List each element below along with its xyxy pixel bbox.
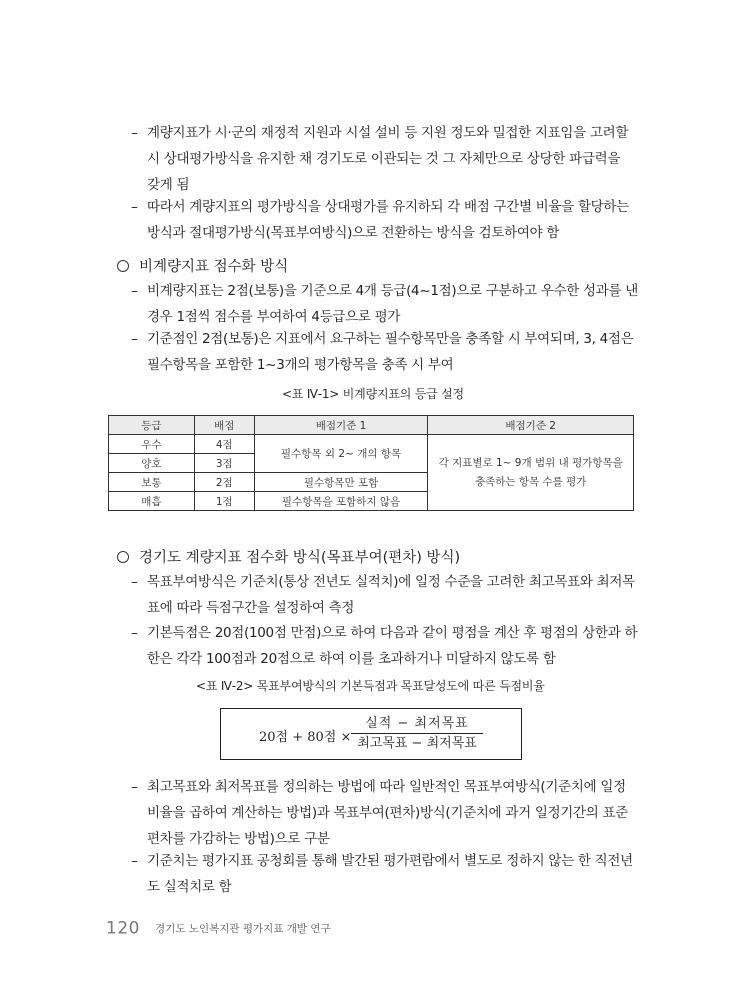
bullet-item	[131, 326, 633, 378]
table-header-cell: 배점기준 2	[428, 416, 634, 435]
text-line: 표에 따라 득점구간을 설정하여 측정	[147, 600, 355, 616]
text-line: 경우 1점씩 점수를 부여하여 4등급으로 평가	[147, 309, 401, 325]
grade-cell: 우수	[109, 435, 195, 454]
text-line: 비계량지표는 2점(보통)을 기준으로 4개 등급(4~1점)으로 구분하고 우수한 성과를 낸	[147, 283, 638, 299]
formula-caption: <표 Ⅳ-2> 목표부여방식의 기본득점과 목표달성도에 따른 득점비율	[196, 679, 545, 693]
grade-cell: 매흡	[109, 492, 195, 511]
formula-denominator: 최고목표 − 최저목표	[357, 736, 477, 751]
bullet-item	[131, 278, 638, 330]
section-heading	[117, 255, 288, 279]
text-line: 따라서 계량지표의 평가방식을 상대평가를 유지하되 각 배점 구간별 비율을 할당하는	[147, 199, 629, 215]
table-header-cell: 등급	[109, 416, 195, 435]
bullet-item	[131, 569, 635, 621]
footer-title: 경기도 노인복지관 평가지표 개발 연구	[155, 923, 331, 935]
grade-cell: 보통	[109, 473, 195, 492]
text-line: 필수항목을 포함한 1~3개의 평가항목을 충족 시 부여	[147, 357, 454, 373]
page-number: 120	[106, 918, 140, 939]
text-line: 계량지표가 시·군의 재정적 지원과 시설 설비 등 지원 정도와 밀접한 지표임을 고려할	[147, 125, 629, 141]
score-cell: 3점	[194, 454, 254, 473]
text-line: 편차를 가감하는 방법)으로 구분	[147, 831, 330, 847]
dash-marker: –	[131, 779, 138, 795]
fraction-bar	[351, 733, 483, 734]
page-footer	[106, 918, 331, 939]
dash-marker: –	[131, 125, 138, 141]
table-header-cell: 배점기준 1	[254, 416, 428, 435]
bullet-item	[131, 620, 637, 672]
table-header-cell: 배점	[194, 416, 254, 435]
section-heading-text: 경기도 계량지표 점수화 방식(목표부여(편차) 방식)	[139, 550, 461, 566]
formula-numerator: 실적 − 최저목표	[365, 716, 469, 731]
grade-table	[108, 415, 634, 511]
bullet-item	[131, 194, 629, 246]
dash-marker: –	[131, 331, 138, 347]
text-line: 방식과 절대평가방식(목표부여방식)으로 전환하는 방식을 검토하여야 함	[147, 225, 560, 241]
dash-marker: –	[131, 199, 138, 215]
dash-marker: –	[131, 574, 138, 590]
score-cell: 2점	[194, 473, 254, 492]
circle-bullet-icon	[117, 551, 129, 563]
criteria1-cell: 필수항목을 포함하지 않음	[254, 492, 428, 511]
score-cell: 4점	[194, 435, 254, 454]
dash-marker: –	[131, 853, 138, 869]
bullet-item	[131, 774, 628, 852]
text-line: 목표부여방식은 기준치(통상 전년도 실적치)에 일정 수준을 고려한 최고목표와 최저목	[147, 574, 635, 590]
circle-bullet-icon	[117, 260, 129, 272]
section-heading-text: 비계량지표 점수화 방식	[139, 259, 289, 275]
table-row	[109, 435, 634, 454]
text-line: 비율을 곱하여 계산하는 방법)과 목표부여(편차)방식(기준치에 과거 일정기간의 표준	[147, 805, 628, 821]
formula-box	[220, 708, 522, 760]
criteria2-cell	[428, 435, 634, 511]
text-line: 기준점인 2점(보통)은 지표에서 요구하는 필수항목만을 충족할 시 부여되며, 3, 4점은	[147, 331, 634, 347]
criteria2-line: 각 지표별로 1~ 9개 범위 내 평가항목을	[438, 456, 623, 469]
score-cell: 1점	[194, 492, 254, 511]
criteria1-cell: 필수항목 외 2~ 개의 항목	[254, 435, 428, 473]
dash-marker: –	[131, 283, 138, 299]
text-line: 한은 각각 100점과 20점으로 하여 이를 초과하거나 미달하지 않도록 함	[147, 651, 556, 667]
criteria1-cell: 필수항목만 포함	[254, 473, 428, 492]
bullet-item	[131, 848, 633, 900]
text-line: 최고목표와 최저목표를 정의하는 방법에 따라 일반적인 목표부여방식(기준치에 일정	[147, 779, 626, 795]
dash-marker: –	[131, 625, 138, 641]
table-caption: <표 Ⅳ-1> 비계량지표의 등급 설정	[282, 387, 464, 401]
section-heading	[117, 546, 460, 570]
text-line: 시 상대평가방식을 유지한 채 경기도로 이관되는 것 그 자체만으로 상당한 파급력을	[147, 151, 621, 167]
criteria2-line: 충족하는 항목 수를 평가	[474, 475, 587, 488]
text-line: 갖게 됨	[147, 177, 190, 193]
text-line: 도 실적치로 함	[147, 879, 232, 895]
grade-cell: 양호	[109, 454, 195, 473]
text-line: 기준치는 평가지표 공청회를 통해 발간된 평가편람에서 별도로 정하지 않는 한 직전년	[147, 853, 633, 869]
text-line: 기본득점은 20점(100점 만점)으로 하여 다음과 같이 평점을 계산 후 평점의 상한과 하	[147, 625, 638, 641]
table-header-row	[109, 416, 634, 435]
bullet-item	[131, 120, 628, 198]
formula-fraction	[351, 715, 483, 752]
formula-lhs: 20점 + 80점 ×	[259, 730, 352, 745]
